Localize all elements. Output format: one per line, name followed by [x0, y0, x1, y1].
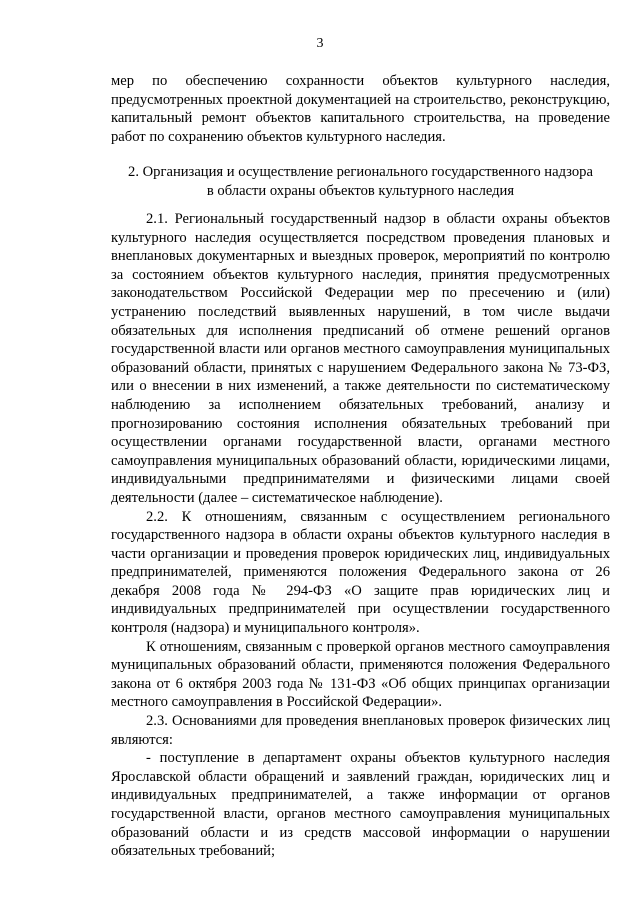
page-number: 3: [316, 36, 324, 51]
section-heading-line-1: 2. Организация и осуществление регионального государственного надзора: [128, 164, 593, 180]
paragraph-2-2-municipal: К отношениям, связанным с проверкой органов местного самоуправления муниципальных образований области, применяются положения Федерального закона от 6 октября 2003 года № 131-ФЗ «Об общих принципах организации местного самоуправления в Российской Федерации».: [111, 638, 610, 711]
section-body: [111, 210, 610, 861]
paragraph-2-3: 2.3. Основаниями для проведения внеплановых проверок физических лиц являются:: [111, 713, 610, 748]
paragraph-2-3-item-1: - поступление в департамент охраны объектов культурного наследия Ярославской области обращений и заявлений граждан, юридических лиц и индивидуальных предпринимателей, а также информации от органов государственной власти, органов местного самоуправления муниципальных образований области и из средств массовой информации о нарушении обязательных требований;: [111, 750, 610, 860]
continuation-block: [111, 72, 610, 146]
paragraph-2-1: 2.1. Региональный государственный надзор в области охраны объектов культурного наследия осуществляется посредством проведения плановых и внеплановых документарных и выездных проверок, мероприятий по контролю за состоянием объектов культурного наследия, принятия предусмотренных законодательством Российской Федерации мер по пресечению и (или) устранению последствий выявленных нарушений, в том числе выдачи обязательных для исполнения предписаний об отмене решений органов государственной власти или органов местного самоуправления муниципальных образований области, принятых с нарушением Федерального закона № 73-ФЗ, или о внесении в них изменений, а также деятельности по систематическому наблюдению за исполнением обязательных требований, анализу и прогнозированию состояния исполнения обязательных требований при осуществлении органами государственной власти, органами местного самоуправления муниципальных образований области, юридическими лицами, индивидуальными предпринимателями и физическими лицами своей деятельности (далее – систематическое наблюдение).: [111, 211, 610, 506]
section-heading: [111, 163, 610, 200]
section-heading-line-2: в области охраны объектов культурного наследия: [206, 182, 515, 199]
continuation-paragraph: мер по обеспечению сохранности объектов культурного наследия, предусмотренных проектной документацией на строительство, реконструкцию, капитальный ремонт объектов капитального строительства, на проведение работ по сохранению объектов культурного наследия.: [111, 73, 610, 145]
paragraph-2-2: 2.2. К отношениям, связанным с осуществлением регионального государственного надзора в области охраны объектов культурного наследия в части организации и проведения проверок юридических лиц, индивидуальных предпринимателей, применяются положения Федерального закона от 26 декабря 2008 года № 294-ФЗ «О защите прав юридических лиц и индивидуальных предпринимателей при осуществлении государственного контроля (надзора) и муниципального контроля».: [111, 508, 610, 637]
